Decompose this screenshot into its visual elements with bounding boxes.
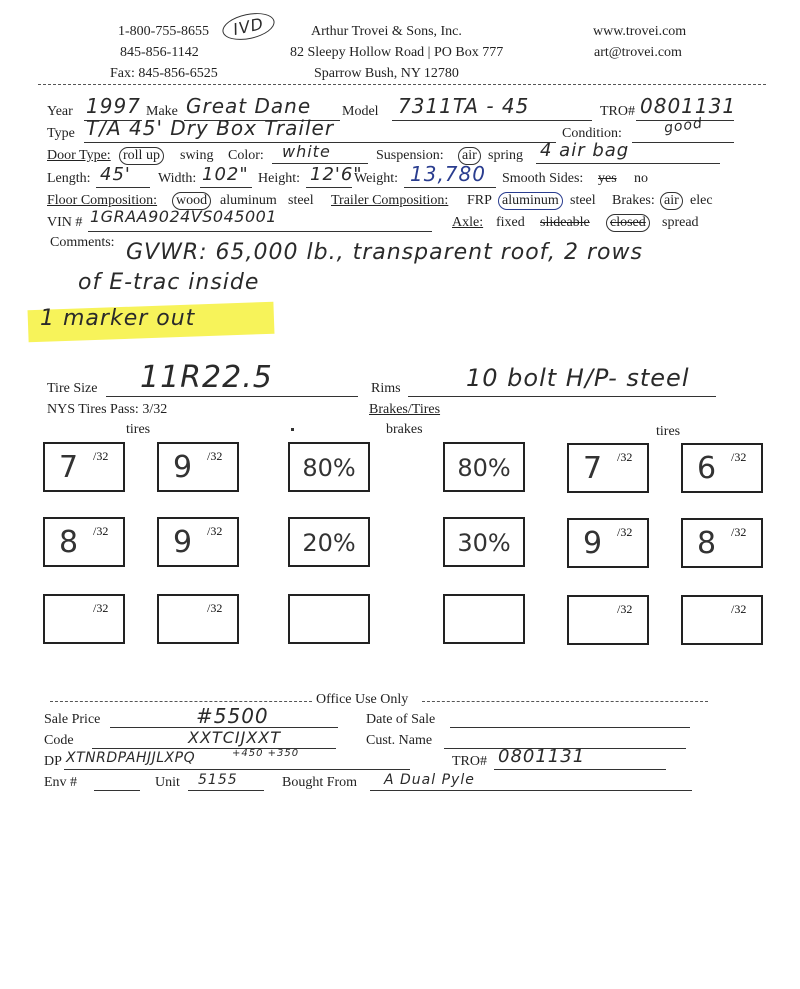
tire-size-value: 11R22.5 (140, 360, 273, 395)
height-line (306, 187, 352, 188)
type-label: Type (47, 126, 75, 141)
model-label: Model (342, 104, 379, 119)
date-of-sale-line (450, 727, 690, 728)
env-line (94, 790, 140, 791)
company-phone2: 845-856-1142 (120, 45, 199, 60)
header-divider (38, 84, 766, 85)
brake-box-r1c4: 80% (443, 442, 525, 492)
brake-box-r2c4: 30% (443, 517, 525, 567)
floor-steel: steel (288, 193, 314, 208)
tires-right-label: tires (656, 424, 681, 439)
weight-value: 13,780 (410, 162, 486, 186)
tro2-label: TRO# (452, 754, 487, 769)
cust-name-label: Cust. Name (366, 733, 433, 748)
dp-value: XTNRDPAHJJLXPQ (66, 750, 196, 766)
company-address2: Sparrow Bush, NY 12780 (314, 66, 459, 81)
office-divider-right (422, 701, 708, 702)
tire-size-label: Tire Size (47, 381, 98, 396)
unit-line (188, 790, 264, 791)
highlight-note: 1 marker out (40, 306, 196, 331)
tro2-line (494, 769, 666, 770)
sale-price-label: Sale Price (44, 712, 101, 727)
brakes-elec: elec (690, 193, 713, 208)
tire-box-r1c2: 9 /32 (157, 442, 239, 492)
make-value: Great Dane (186, 94, 312, 118)
comments-line1: GVWR: 65,000 lb., transparent roof, 2 rows (126, 240, 643, 265)
width-label: Width: (158, 171, 197, 186)
office-divider-left (50, 701, 312, 702)
tc-steel: steel (570, 193, 596, 208)
tires-left-label: tires (126, 422, 151, 437)
door-type-label: Door Type: (47, 148, 111, 163)
tire-size-line (106, 396, 358, 397)
brakes-tires-heading: Brakes/Tires (369, 402, 441, 417)
circled-note: IVD (220, 9, 277, 44)
tire-box-r3c5: /32 (567, 595, 649, 645)
door-swing: swing (180, 148, 214, 163)
tc-frp: FRP (467, 193, 492, 208)
code-label: Code (44, 733, 74, 748)
suspension-value: 4 air bag (540, 140, 630, 161)
door-roll-up: roll up (119, 147, 164, 165)
env-label: Env # (44, 775, 78, 790)
condition-line (632, 142, 734, 143)
code-line (92, 748, 336, 749)
brakes-label: Brakes: (612, 193, 655, 208)
company-website: www.trovei.com (593, 24, 687, 39)
company-fax: Fax: 845-856-6525 (110, 66, 218, 81)
brakes-air: air (660, 192, 683, 210)
tire-box-r3c1: /32 (43, 594, 125, 644)
company-address1: 82 Sleepy Hollow Road | PO Box 777 (290, 45, 504, 60)
bought-from-label: Bought From (282, 775, 358, 790)
tire-box-r2c5: 9 /32 (567, 518, 649, 568)
vin-value: 1GRAA9024VS045001 (90, 207, 277, 226)
make-label: Make (146, 104, 178, 119)
floor-aluminum: aluminum (220, 193, 277, 208)
brake-box-r1c3: 80% (288, 442, 370, 492)
tro-value: 0801131 (640, 94, 737, 118)
bought-from-value: A Dual Pyle (384, 772, 475, 788)
length-value: 45' (100, 164, 131, 185)
tire-box-r2c6: 8 /32 (681, 518, 763, 568)
brakes-col-label: brakes (386, 422, 423, 437)
suspension-label: Suspension: (376, 148, 444, 163)
brake-box-r2c3: 20% (288, 517, 370, 567)
suspension-line (536, 163, 720, 164)
company-name: Arthur Trovei & Sons, Inc. (311, 24, 462, 39)
axle-label: Axle: (452, 215, 484, 230)
length-label: Length: (47, 171, 91, 186)
sale-price-value: #5500 (196, 704, 269, 728)
dp-extra-value: +450 +350 (232, 748, 300, 759)
tro-label: TRO# (600, 104, 635, 119)
axle-spread: spread (662, 215, 699, 230)
bought-from-line (370, 790, 692, 791)
axle-fixed: fixed (496, 215, 525, 230)
office-use-heading: Office Use Only (316, 692, 409, 707)
dp-line (64, 769, 410, 770)
vin-line (88, 231, 432, 232)
company-email: art@trovei.com (594, 45, 682, 60)
tire-box-r1c5: 7 /32 (567, 443, 649, 493)
comments-label: Comments: (50, 235, 115, 250)
dp-label: DP (44, 754, 62, 769)
year-label: Year (47, 104, 73, 119)
length-line (96, 187, 150, 188)
brake-box-r3c3 (288, 594, 370, 644)
unit-label: Unit (155, 775, 180, 790)
tc-aluminum: aluminum (498, 192, 563, 210)
type-value: T/A 45' Dry Box Trailer (86, 116, 335, 140)
weight-line (404, 187, 496, 188)
suspension-spring: spring (488, 148, 523, 163)
code-value: XXTCIJXXT (188, 728, 281, 747)
vin-label: VIN # (47, 215, 83, 230)
rims-label: Rims (371, 381, 401, 396)
axle-slideable: slideable (540, 215, 590, 230)
height-value: 12'6" (310, 164, 363, 185)
tro2-value: 0801131 (498, 746, 586, 767)
year-value: 1997 (86, 94, 141, 118)
tire-box-r2c1: 8 /32 (43, 517, 125, 567)
suspension-air: air (458, 147, 481, 165)
trailer-comp-label: Trailer Composition: (331, 193, 449, 208)
company-phone: 1-800-755-8655 (118, 24, 209, 39)
model-line (392, 120, 592, 121)
color-value: white (282, 142, 331, 161)
axle-closed: closed (606, 214, 650, 232)
width-line (200, 187, 252, 188)
floor-wood: wood (172, 192, 211, 210)
height-label: Height: (258, 171, 300, 186)
smooth-sides-label: Smooth Sides: (502, 171, 584, 186)
nys-tires-label: NYS Tires Pass: 3/32 (47, 402, 168, 417)
rims-line (408, 396, 716, 397)
smooth-no: no (634, 171, 648, 186)
condition-label: Condition: (562, 126, 622, 141)
tire-box-r1c6: 6 /32 (681, 443, 763, 493)
model-value: 7311TA - 45 (398, 94, 530, 118)
rims-value: 10 bolt H/P- steel (466, 364, 690, 392)
tire-box-r3c6: /32 (681, 595, 763, 645)
date-of-sale-label: Date of Sale (366, 712, 436, 727)
tire-box-r1c1: 7 /32 (43, 442, 125, 492)
width-value: 102" (202, 164, 249, 185)
comments-line2: of E-trac inside (78, 270, 260, 295)
unit-value: 5155 (198, 772, 238, 788)
smooth-yes: yes (598, 171, 617, 186)
condition-value: good (663, 115, 704, 137)
tire-box-r2c2: 9 /32 (157, 517, 239, 567)
floor-comp-label: Floor Composition: (47, 193, 158, 208)
tire-box-r3c2: /32 (157, 594, 239, 644)
brake-box-r3c4 (443, 594, 525, 644)
color-label: Color: (228, 148, 264, 163)
brakes-center-dot (291, 428, 294, 431)
weight-label: Weight: (354, 171, 398, 186)
